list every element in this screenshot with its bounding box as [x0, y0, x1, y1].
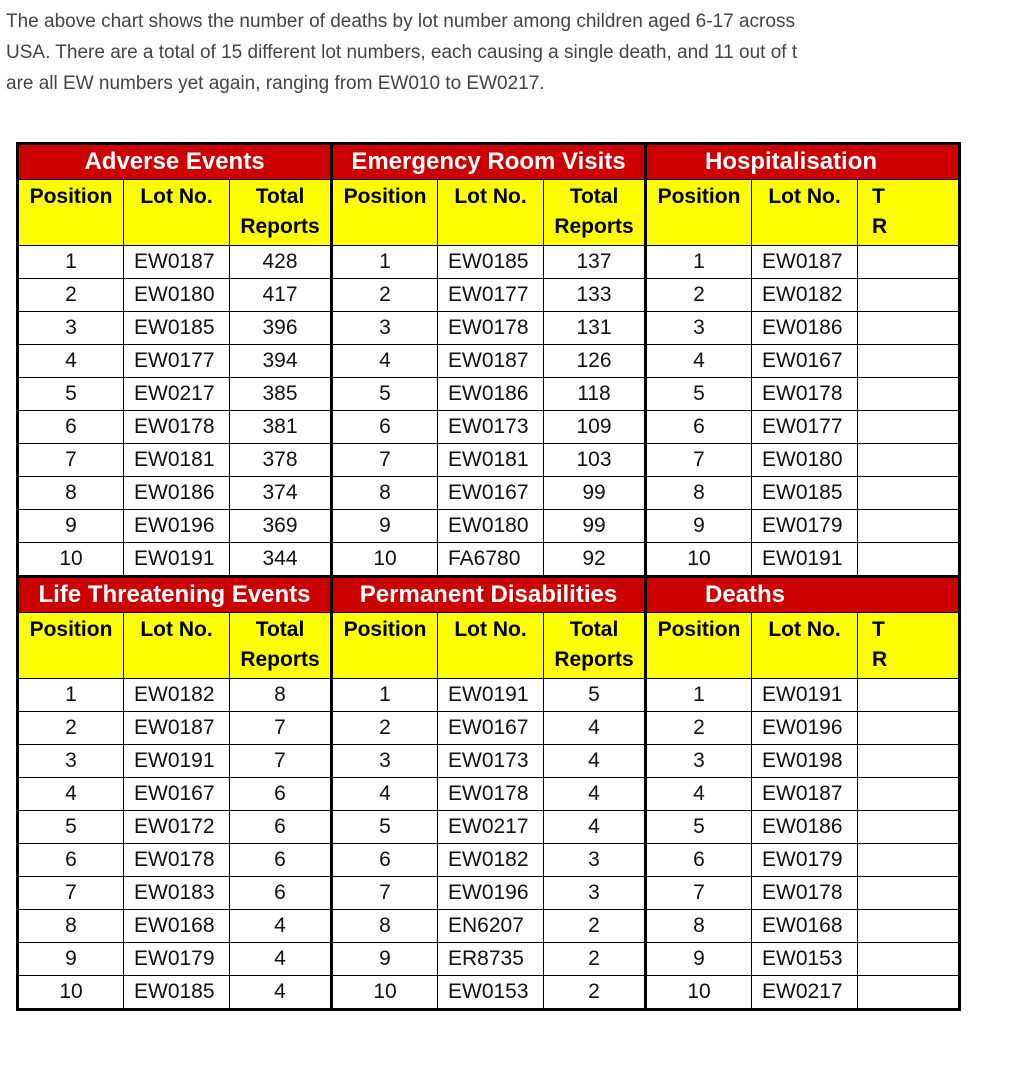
lot-number-cell: EW0191: [124, 543, 230, 577]
total-reports-cell: [858, 510, 960, 543]
total-reports-column-header: Total Reports: [230, 613, 332, 679]
lot-number-cell: EW0217: [438, 811, 544, 844]
position-column-header: Position: [646, 180, 752, 246]
position-cell: 9: [18, 943, 124, 976]
total-reports-cell: [858, 811, 960, 844]
lot-number-cell: EW0185: [124, 312, 230, 345]
position-cell: 5: [332, 378, 438, 411]
total-reports-cell: 396: [230, 312, 332, 345]
position-cell: 10: [332, 543, 438, 577]
total-reports-cell: [858, 246, 960, 279]
total-header-fragment: T: [872, 185, 885, 208]
position-cell: 6: [332, 411, 438, 444]
lot-column-header: Lot No.: [752, 180, 858, 246]
position-cell: 7: [332, 444, 438, 477]
table-row: [18, 910, 960, 943]
position-cell: 1: [18, 246, 124, 279]
position-column-header: Position: [18, 613, 124, 679]
lot-number-cell: EW0187: [752, 778, 858, 811]
lot-number-cell: EW0181: [124, 444, 230, 477]
column-header-row: [18, 613, 960, 679]
total-reports-cell: 6: [230, 844, 332, 877]
position-column-header: Position: [646, 613, 752, 679]
lot-number-cell: EW0180: [124, 279, 230, 312]
table-row: [18, 679, 960, 712]
reports-header-fragment: R: [872, 648, 888, 671]
position-cell: 2: [646, 712, 752, 745]
lot-number-cell: ER8735: [438, 943, 544, 976]
total-reports-cell: 2: [544, 943, 646, 976]
lot-number-cell: EW0177: [124, 345, 230, 378]
position-cell: 5: [646, 378, 752, 411]
lot-column-header: Lot No.: [124, 180, 230, 246]
lot-number-cell: EW0180: [752, 444, 858, 477]
lot-number-cell: EW0187: [752, 246, 858, 279]
total-reports-cell: [858, 679, 960, 712]
lot-number-cell: EW0186: [438, 378, 544, 411]
lot-number-cell: EW0198: [752, 745, 858, 778]
position-cell: 7: [18, 877, 124, 910]
position-column-header: Position: [332, 180, 438, 246]
total-reports-cell: 2: [544, 910, 646, 943]
total-reports-cell: 381: [230, 411, 332, 444]
reports-header-fragment: R: [872, 215, 888, 238]
position-cell: 8: [18, 910, 124, 943]
lot-number-cell: EW0182: [752, 279, 858, 312]
position-cell: 7: [18, 444, 124, 477]
table-row: [18, 411, 960, 444]
lot-number-cell: EW0183: [124, 877, 230, 910]
position-cell: 3: [18, 745, 124, 778]
total-reports-cell: [858, 910, 960, 943]
total-reports-column-header: [858, 180, 960, 246]
total-reports-column-header: Total Reports: [544, 613, 646, 679]
total-reports-cell: 137: [544, 246, 646, 279]
intro-line-2: USA. There are a total of 15 different lot numbers, each causing a single death, and 11 out of t: [6, 42, 798, 63]
table-row: [18, 976, 960, 1010]
position-cell: 5: [332, 811, 438, 844]
lot-number-cell: EW0178: [124, 844, 230, 877]
adverse-events-title: Adverse Events: [18, 144, 332, 180]
position-cell: 8: [332, 477, 438, 510]
position-cell: 10: [646, 976, 752, 1010]
position-cell: 4: [332, 778, 438, 811]
position-cell: 2: [332, 712, 438, 745]
lot-number-cell: EW0185: [752, 477, 858, 510]
total-reports-cell: 4: [544, 712, 646, 745]
total-reports-cell: 126: [544, 345, 646, 378]
total-reports-cell: [858, 943, 960, 976]
lot-number-cell: EW0167: [752, 345, 858, 378]
total-reports-cell: 344: [230, 543, 332, 577]
lot-number-cell: EW0182: [124, 679, 230, 712]
intro-line-1: The above chart shows the number of deaths by lot number among children aged 6-17 across: [6, 11, 795, 32]
lot-number-cell: EW0196: [438, 877, 544, 910]
table-row: [18, 312, 960, 345]
position-cell: 6: [18, 411, 124, 444]
total-reports-cell: 4: [544, 745, 646, 778]
total-reports-cell: 428: [230, 246, 332, 279]
table-row: [18, 279, 960, 312]
lot-number-cell: EW0153: [438, 976, 544, 1010]
total-reports-cell: [858, 378, 960, 411]
lot-number-cell: EW0191: [752, 543, 858, 577]
table-row: [18, 778, 960, 811]
position-cell: 2: [18, 712, 124, 745]
lot-number-cell: EW0186: [752, 312, 858, 345]
position-cell: 5: [18, 811, 124, 844]
lot-number-cell: EW0178: [438, 778, 544, 811]
position-cell: 9: [18, 510, 124, 543]
table-row: [18, 378, 960, 411]
total-reports-column-header: Total Reports: [230, 180, 332, 246]
position-cell: 3: [18, 312, 124, 345]
position-cell: 4: [18, 778, 124, 811]
position-cell: 2: [18, 279, 124, 312]
lot-number-cell: EW0172: [124, 811, 230, 844]
lot-column-header: Lot No.: [124, 613, 230, 679]
position-cell: 6: [18, 844, 124, 877]
position-cell: 4: [646, 778, 752, 811]
total-reports-cell: 109: [544, 411, 646, 444]
total-reports-cell: 103: [544, 444, 646, 477]
table-row: [18, 246, 960, 279]
lot-column-header: Lot No.: [752, 613, 858, 679]
total-reports-cell: [858, 411, 960, 444]
total-reports-cell: 118: [544, 378, 646, 411]
total-reports-cell: [858, 345, 960, 378]
total-reports-cell: 3: [544, 844, 646, 877]
position-cell: 10: [18, 976, 124, 1010]
total-reports-cell: [858, 477, 960, 510]
position-cell: 7: [332, 877, 438, 910]
lot-number-cell: EW0179: [752, 844, 858, 877]
intro-paragraph: [6, 6, 1006, 99]
total-reports-cell: 133: [544, 279, 646, 312]
total-reports-cell: [858, 312, 960, 345]
position-cell: 9: [646, 510, 752, 543]
permanent-disabilities-title: Permanent Disabilities: [332, 577, 646, 613]
lot-number-cell: EW0178: [438, 312, 544, 345]
total-reports-cell: [858, 844, 960, 877]
total-reports-cell: 3: [544, 877, 646, 910]
total-reports-cell: [858, 877, 960, 910]
total-reports-column-header: [858, 613, 960, 679]
total-header-fragment: T: [872, 618, 885, 641]
position-cell: 5: [646, 811, 752, 844]
lot-number-cell: EW0182: [438, 844, 544, 877]
lot-number-cell: FA6780: [438, 543, 544, 577]
total-reports-cell: 8: [230, 679, 332, 712]
lot-number-cell: EW0191: [124, 745, 230, 778]
lot-number-cell: EW0178: [752, 378, 858, 411]
total-reports-cell: 131: [544, 312, 646, 345]
position-cell: 10: [18, 543, 124, 577]
total-reports-cell: 394: [230, 345, 332, 378]
position-cell: 7: [646, 877, 752, 910]
position-cell: 3: [646, 745, 752, 778]
position-cell: 1: [332, 246, 438, 279]
total-reports-cell: [858, 976, 960, 1010]
total-reports-cell: 99: [544, 510, 646, 543]
table-row: [18, 543, 960, 577]
position-cell: 3: [332, 312, 438, 345]
lot-number-cell: EW0177: [752, 411, 858, 444]
position-cell: 3: [646, 312, 752, 345]
position-cell: 6: [646, 411, 752, 444]
position-column-header: Position: [332, 613, 438, 679]
total-reports-cell: 385: [230, 378, 332, 411]
position-cell: 8: [18, 477, 124, 510]
lot-number-cell: EW0196: [752, 712, 858, 745]
lot-number-cell: EW0191: [438, 679, 544, 712]
lot-number-cell: EW0168: [124, 910, 230, 943]
position-cell: 9: [646, 943, 752, 976]
table-row: [18, 811, 960, 844]
total-reports-cell: 374: [230, 477, 332, 510]
lot-number-cell: EW0179: [124, 943, 230, 976]
total-reports-cell: 7: [230, 712, 332, 745]
position-cell: 9: [332, 943, 438, 976]
total-reports-cell: 4: [544, 811, 646, 844]
lot-number-cell: EW0178: [124, 411, 230, 444]
lot-number-cell: EW0196: [124, 510, 230, 543]
position-cell: 2: [332, 279, 438, 312]
lot-number-cell: EW0173: [438, 411, 544, 444]
total-reports-cell: [858, 778, 960, 811]
position-cell: 1: [332, 679, 438, 712]
position-column-header: Position: [18, 180, 124, 246]
total-reports-cell: 5: [544, 679, 646, 712]
lot-number-cell: EW0187: [438, 345, 544, 378]
section-title-row: [18, 144, 960, 180]
position-cell: 1: [646, 246, 752, 279]
lot-column-header: Lot No.: [438, 180, 544, 246]
total-reports-cell: [858, 712, 960, 745]
table-row: [18, 712, 960, 745]
total-reports-column-header: Total Reports: [544, 180, 646, 246]
position-cell: 10: [646, 543, 752, 577]
lot-number-cell: EW0177: [438, 279, 544, 312]
lot-number-tables: [16, 142, 1016, 1011]
position-cell: 4: [646, 345, 752, 378]
position-cell: 4: [332, 345, 438, 378]
hospitalisation-title: Hospitalisation: [646, 144, 960, 180]
lot-number-cell: EW0191: [752, 679, 858, 712]
lot-number-cell: EW0185: [438, 246, 544, 279]
position-cell: 10: [332, 976, 438, 1010]
lot-column-header: Lot No.: [438, 613, 544, 679]
intro-line-3: are all EW numbers yet again, ranging from EW010 to EW0217.: [6, 73, 545, 94]
position-cell: 3: [332, 745, 438, 778]
lot-number-cell: EW0167: [438, 477, 544, 510]
deaths-title: Deaths: [646, 577, 960, 613]
total-reports-cell: 99: [544, 477, 646, 510]
lot-number-cell: EW0187: [124, 246, 230, 279]
lot-number-cell: EW0186: [124, 477, 230, 510]
lot-number-cell: EW0217: [752, 976, 858, 1010]
position-cell: 8: [646, 477, 752, 510]
lot-number-cell: EW0167: [124, 778, 230, 811]
total-reports-cell: [858, 279, 960, 312]
lot-number-cell: EW0153: [752, 943, 858, 976]
life-threatening-events-title: Life Threatening Events: [18, 577, 332, 613]
lot-number-cell: EW0185: [124, 976, 230, 1010]
lot-number-cell: EW0167: [438, 712, 544, 745]
total-reports-cell: 92: [544, 543, 646, 577]
position-cell: 8: [646, 910, 752, 943]
position-cell: 4: [18, 345, 124, 378]
total-reports-cell: 417: [230, 279, 332, 312]
position-cell: 1: [18, 679, 124, 712]
total-reports-cell: 7: [230, 745, 332, 778]
position-cell: 7: [646, 444, 752, 477]
total-reports-cell: 6: [230, 877, 332, 910]
total-reports-cell: 4: [230, 943, 332, 976]
lot-number-cell: EN6207: [438, 910, 544, 943]
lot-number-cell: EW0178: [752, 877, 858, 910]
lot-number-cell: EW0187: [124, 712, 230, 745]
table-row: [18, 745, 960, 778]
table-row: [18, 844, 960, 877]
table-row: [18, 877, 960, 910]
column-header-row: [18, 180, 960, 246]
total-reports-cell: 6: [230, 811, 332, 844]
total-reports-cell: 369: [230, 510, 332, 543]
position-cell: 1: [646, 679, 752, 712]
position-cell: 6: [332, 844, 438, 877]
lot-number-cell: EW0217: [124, 378, 230, 411]
lot-number-cell: EW0181: [438, 444, 544, 477]
total-reports-cell: [858, 543, 960, 577]
position-cell: 5: [18, 378, 124, 411]
lot-number-table: [16, 142, 961, 1011]
lot-number-cell: EW0179: [752, 510, 858, 543]
position-cell: 8: [332, 910, 438, 943]
emergency-room-visits-title: Emergency Room Visits: [332, 144, 646, 180]
total-reports-cell: 6: [230, 778, 332, 811]
total-reports-cell: 4: [544, 778, 646, 811]
lot-number-cell: EW0168: [752, 910, 858, 943]
section-title-row: [18, 577, 960, 613]
total-reports-cell: 2: [544, 976, 646, 1010]
lot-number-cell: EW0180: [438, 510, 544, 543]
table-row: [18, 943, 960, 976]
table-row: [18, 345, 960, 378]
table-row: [18, 444, 960, 477]
total-reports-cell: [858, 745, 960, 778]
table-row: [18, 510, 960, 543]
position-cell: 6: [646, 844, 752, 877]
total-reports-cell: [858, 444, 960, 477]
lot-number-cell: EW0173: [438, 745, 544, 778]
lot-number-cell: EW0186: [752, 811, 858, 844]
total-reports-cell: 4: [230, 976, 332, 1010]
position-cell: 9: [332, 510, 438, 543]
total-reports-cell: 378: [230, 444, 332, 477]
total-reports-cell: 4: [230, 910, 332, 943]
table-row: [18, 477, 960, 510]
position-cell: 2: [646, 279, 752, 312]
